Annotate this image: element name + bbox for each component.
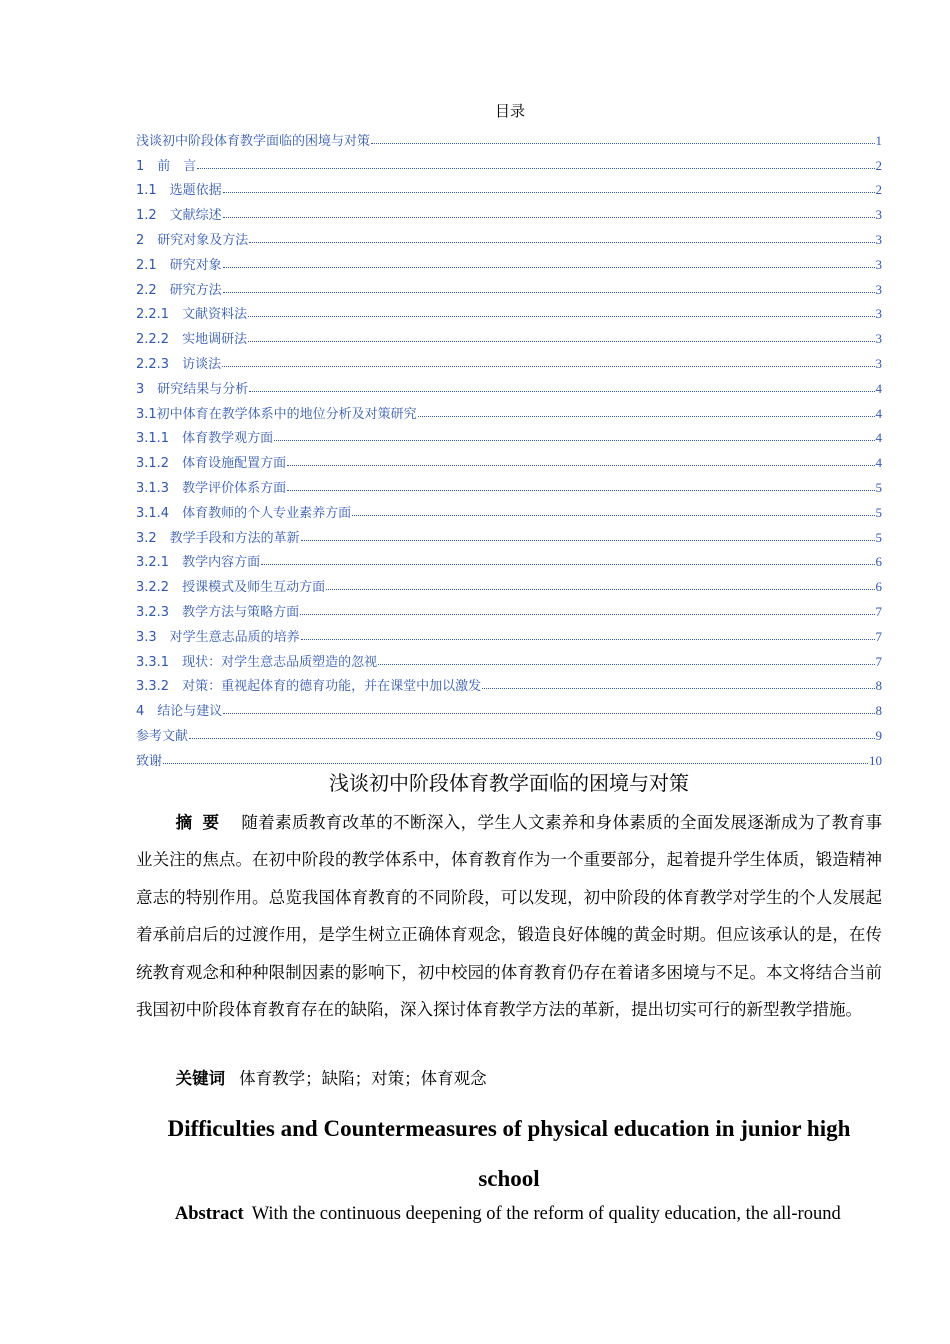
toc-entry-text: 1.2 文献综述 bbox=[136, 208, 222, 224]
toc-entry-page: 8 bbox=[875, 703, 882, 719]
toc-dot-leader bbox=[326, 588, 874, 590]
toc-entry-text: 1.1 选题依据 bbox=[136, 183, 222, 199]
toc-entry[interactable] bbox=[136, 471, 882, 496]
toc-entry-page: 7 bbox=[875, 603, 882, 619]
toc-dot-leader bbox=[163, 762, 868, 764]
english-abstract bbox=[136, 1197, 882, 1231]
toc-heading: 目录 bbox=[494, 102, 525, 120]
toc-entry-text: 3.2.2 授课模式及师生互动方面 bbox=[136, 580, 326, 596]
toc-entry-page: 2 bbox=[875, 182, 882, 198]
toc-dot-leader bbox=[248, 340, 874, 342]
toc-entry[interactable] bbox=[136, 446, 882, 471]
toc-dot-leader bbox=[300, 613, 874, 615]
toc-dot-leader bbox=[223, 191, 875, 193]
toc-entry-page: 5 bbox=[875, 479, 882, 495]
toc-dot-leader bbox=[301, 539, 875, 541]
toc-entry[interactable] bbox=[136, 570, 882, 595]
toc-dot-leader bbox=[287, 489, 874, 491]
toc-entry-text: 3.1.1 体育教学观方面 bbox=[136, 431, 274, 447]
toc-dot-leader bbox=[352, 514, 874, 516]
toc-entry-text: 3.1.4 体育教师的个人专业素养方面 bbox=[136, 505, 352, 521]
toc-entry[interactable] bbox=[136, 521, 882, 546]
english-title: Difficulties and Countermeasures of physical education in junior high school bbox=[167, 1116, 851, 1191]
toc-entry-page: 6 bbox=[875, 554, 882, 570]
toc-entry-page: 10 bbox=[869, 752, 882, 768]
toc-entry-text: 浅谈初中阶段体育教学面临的困境与对策 bbox=[136, 133, 371, 149]
toc-entry[interactable] bbox=[136, 273, 882, 298]
abstract-text: 随着素质教育改革的不断深入，学生人文素养和身体素质的全面发展逐渐成为了教育事业关注的焦点。在初中阶段的教学体系中，体育教育作为一个重要部分，起着提升学生体质，锻造精神意志的特别作用。总览我国体育教育的不同阶段，可以发现，初中阶段的体育教学对学生的个人发展起着承前启后的过渡作用，是学生树立正确体育观念，锻造良好体魄的黄金时期。但应该承认的是，在传统教育观念和种种限制因素的影响下，初中校园的体育教育仍存在着诸多困境与不足。本文将结合当前我国初中阶段体育教育存在的缺陷，深入探讨体育教学方法的革新，提出切实可行的新型教学措施。 bbox=[136, 813, 883, 1020]
toc-entry-page: 5 bbox=[875, 504, 882, 520]
toc-entry[interactable] bbox=[136, 223, 882, 248]
toc-entry-page: 7 bbox=[875, 653, 882, 669]
toc-entry-text: 3.2.1 教学内容方面 bbox=[136, 555, 261, 571]
toc-dot-leader bbox=[197, 167, 874, 169]
toc-entry[interactable] bbox=[136, 744, 882, 769]
toc-entry[interactable] bbox=[136, 198, 882, 223]
toc-dot-leader bbox=[249, 390, 874, 392]
toc-entry-text: 3.2.3 教学方法与策略方面 bbox=[136, 604, 300, 620]
toc-entry[interactable] bbox=[136, 298, 882, 323]
toc-entry-page: 4 bbox=[875, 455, 882, 471]
toc-entry[interactable] bbox=[136, 322, 882, 347]
toc-dot-leader bbox=[223, 216, 875, 218]
toc-entry-text: 参考文献 bbox=[136, 728, 189, 744]
toc-entry[interactable] bbox=[136, 248, 882, 273]
toc-entry-page: 3 bbox=[875, 256, 882, 272]
chinese-title: 浅谈初中阶段体育教学面临的困境与对策 bbox=[329, 771, 689, 795]
toc-entry-text: 2.2.1 文献资料法 bbox=[136, 307, 248, 323]
toc-dot-leader bbox=[371, 142, 874, 144]
toc-entry-page: 3 bbox=[875, 207, 882, 223]
chinese-abstract bbox=[136, 804, 882, 1028]
toc-entry[interactable] bbox=[136, 620, 882, 645]
toc-entry[interactable] bbox=[136, 645, 882, 670]
toc-entry-page: 6 bbox=[875, 579, 882, 595]
toc-dot-leader bbox=[248, 315, 874, 317]
toc-entry-text: 3 研究结果与分析 bbox=[136, 381, 249, 397]
toc-entry[interactable] bbox=[136, 347, 882, 372]
toc-dot-leader bbox=[418, 415, 875, 417]
toc-entry[interactable] bbox=[136, 149, 882, 174]
toc-entry-text: 3.2 教学手段和方法的革新 bbox=[136, 530, 300, 546]
toc-entry-text: 3.3.2 对策：重视起体育的德育功能，并在课堂中加以激发 bbox=[136, 679, 482, 695]
toc-entry-page: 3 bbox=[875, 355, 882, 371]
abstract-label: 摘要 bbox=[175, 813, 230, 832]
toc-entry-page: 4 bbox=[875, 405, 882, 421]
toc-dot-leader bbox=[222, 365, 874, 367]
toc-entry-text: 4 结论与建议 bbox=[136, 704, 223, 720]
toc-entry-page: 5 bbox=[875, 529, 882, 545]
keywords bbox=[136, 1061, 882, 1097]
keywords-label: 关键词 bbox=[175, 1069, 226, 1088]
toc-entry-text: 1 前 言 bbox=[136, 158, 197, 174]
keywords-text: 体育教学；缺陷；对策；体育观念 bbox=[239, 1069, 487, 1088]
toc-entry[interactable] bbox=[136, 694, 882, 719]
toc-entry-text: 3.1初中体育在教学体系中的地位分析及对策研究 bbox=[136, 406, 417, 422]
toc-entry-page: 4 bbox=[875, 430, 882, 446]
toc-entry-page: 4 bbox=[875, 380, 882, 396]
english-abstract-text: With the continuous deepening of the reform of quality education, the all-round bbox=[251, 1204, 841, 1224]
toc-entry[interactable] bbox=[136, 397, 882, 422]
toc-entry-page: 7 bbox=[875, 628, 882, 644]
toc-entry[interactable] bbox=[136, 372, 882, 397]
toc-entry[interactable] bbox=[136, 719, 882, 744]
toc-entry-text: 3.1.2 体育设施配置方面 bbox=[136, 456, 287, 472]
toc-entry-text: 致谢 bbox=[136, 753, 163, 769]
english-abstract-label: Abstract bbox=[174, 1204, 244, 1224]
toc-entry[interactable] bbox=[136, 546, 882, 571]
toc-entry-text: 2 研究对象及方法 bbox=[136, 232, 249, 248]
toc-entry-page: 3 bbox=[875, 281, 882, 297]
toc-dot-leader bbox=[223, 712, 874, 714]
table-of-contents bbox=[136, 124, 882, 769]
toc-entry[interactable] bbox=[136, 422, 882, 447]
toc-entry-text: 2.2.2 实地调研法 bbox=[136, 332, 248, 348]
toc-entry-page: 3 bbox=[875, 331, 882, 347]
toc-entry[interactable] bbox=[136, 595, 882, 620]
toc-dot-leader bbox=[223, 266, 875, 268]
toc-entry[interactable] bbox=[136, 124, 882, 149]
toc-dot-leader bbox=[287, 464, 874, 466]
toc-dot-leader bbox=[223, 291, 875, 293]
toc-entry[interactable] bbox=[136, 174, 882, 199]
toc-entry-text: 3.1.3 教学评价体系方面 bbox=[136, 480, 287, 496]
toc-entry-page: 1 bbox=[875, 132, 882, 148]
toc-entry-page: 2 bbox=[875, 157, 882, 173]
toc-dot-leader bbox=[189, 737, 874, 739]
toc-entry-page: 3 bbox=[875, 306, 882, 322]
toc-dot-leader bbox=[378, 663, 874, 665]
toc-entry-text: 2.2.3 访谈法 bbox=[136, 356, 222, 372]
toc-entry-text: 2.2 研究方法 bbox=[136, 282, 222, 298]
toc-dot-leader bbox=[249, 241, 874, 243]
toc-entry-page: 9 bbox=[875, 727, 882, 743]
toc-dot-leader bbox=[301, 638, 875, 640]
toc-entry-page: 3 bbox=[875, 231, 882, 247]
toc-entry[interactable] bbox=[136, 496, 882, 521]
toc-entry-text: 2.1 研究对象 bbox=[136, 257, 222, 273]
toc-entry[interactable] bbox=[136, 670, 882, 695]
toc-dot-leader bbox=[482, 687, 874, 689]
toc-dot-leader bbox=[274, 439, 874, 441]
toc-entry-page: 8 bbox=[875, 678, 882, 694]
toc-entry-text: 3.3 对学生意志品质的培养 bbox=[136, 629, 300, 645]
toc-dot-leader bbox=[261, 563, 874, 565]
toc-entry-text: 3.3.1 现状：对学生意志品质塑造的忽视 bbox=[136, 654, 378, 670]
